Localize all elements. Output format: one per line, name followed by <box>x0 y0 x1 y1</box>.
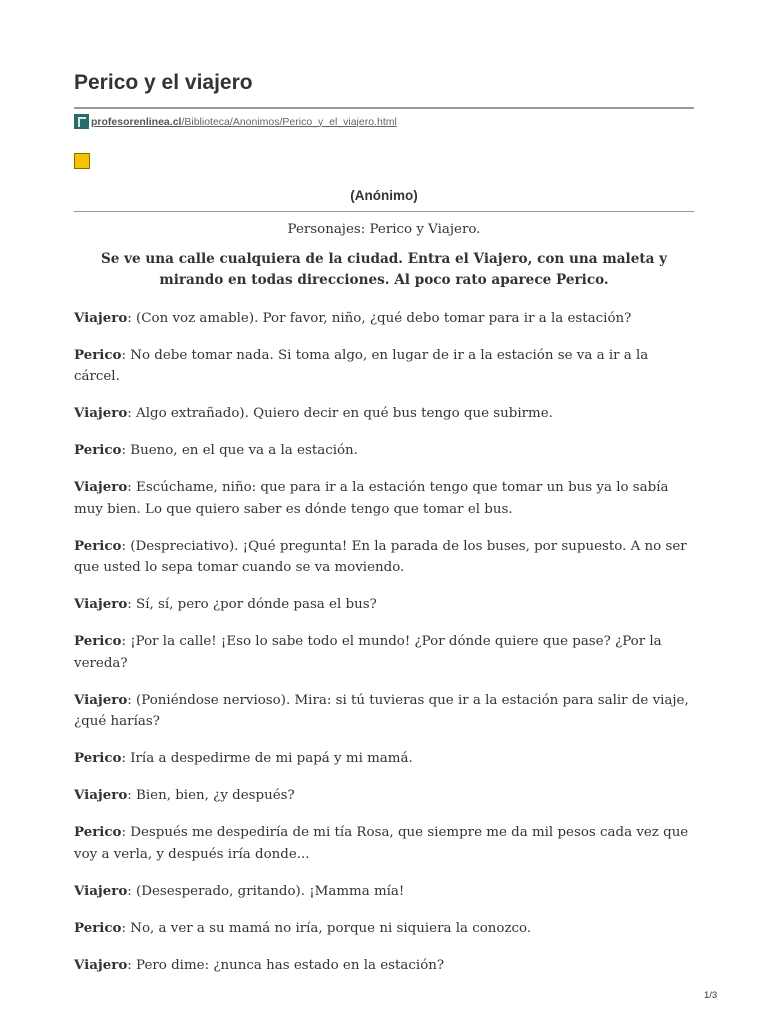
document-body <box>74 219 694 992</box>
speaker-name: Perico <box>74 919 122 936</box>
dialogue-line <box>74 822 694 865</box>
characters-line: Personajes: Perico y Viajero. <box>287 222 481 237</box>
dialogue-line <box>74 345 694 388</box>
site-favicon-icon <box>74 114 89 129</box>
yellow-square-icon <box>74 153 90 169</box>
source-domain[interactable]: profesorenlinea.cl <box>91 115 182 128</box>
dialogue-text: : Escúchame, niño: que para ir a la estación tengo que tomar un bus ya lo sabía muy bien. Lo que quiero saber es dónde tengo que tomar el bus. <box>74 480 669 517</box>
dialogue-text: : Iría a despedirme de mi papá y mi mamá. <box>121 751 413 766</box>
source-link[interactable] <box>74 114 397 129</box>
dialogue-line <box>74 308 694 330</box>
speaker-name: Viajero <box>74 691 128 708</box>
dialogue-line <box>74 536 694 579</box>
dialogue-line <box>74 881 694 903</box>
dialogue-line <box>74 631 694 674</box>
dialogue-text: : No debe tomar nada. Si toma algo, en lugar de ir a la estación se va a ir a la cárcel. <box>74 347 649 384</box>
speaker-name: Perico <box>74 750 122 766</box>
speaker-name: Perico <box>74 824 122 840</box>
speaker-name: Viajero <box>74 479 128 495</box>
dialogue-line <box>74 748 694 770</box>
dialogue-line <box>74 955 694 977</box>
dialogue-line <box>74 690 694 733</box>
author-divider <box>74 211 694 212</box>
dialogue-line <box>74 403 694 425</box>
dialogue-text: : ¡Por la calle! ¡Eso lo sabe todo el mundo! ¿Por dónde quiere que pase? ¿Por la vereda? <box>74 634 662 671</box>
dialogue-text: : (Despreciativo). ¡Qué pregunta! En la parada de los buses, por supuesto. A no ser que usted lo sepa tomar cuando se va moviendo. <box>74 538 687 575</box>
speaker-name: Viajero <box>74 405 128 421</box>
dialogue-text: : (Con voz amable). Por favor, niño, ¿qué debo tomar para ir a la estación? <box>127 310 632 326</box>
title-divider <box>74 107 694 109</box>
speaker-name: Viajero <box>74 309 128 326</box>
dialogue-text: : Bueno, en el que va a la estación. <box>121 443 358 458</box>
dialogue-text: : (Desesperado, gritando). ¡Mamma mía! <box>127 883 405 899</box>
speaker-name: Viajero <box>74 956 128 973</box>
speaker-name: Perico <box>74 442 122 458</box>
speaker-name: Viajero <box>74 596 128 612</box>
dialogue-line <box>74 477 694 520</box>
scene-description: Se ve una calle cualquiera de la ciudad. Entra el Viajero, con una maleta y mirando en todas direcciones. Al poco rato aparece Perico. <box>100 250 668 288</box>
dialogue-text: : Pero dime: ¿nunca has estado en la estación? <box>127 957 445 973</box>
dialogue-line <box>74 785 694 807</box>
dialogue-text: : Bien, bien, ¿y después? <box>127 788 295 803</box>
page-number: 1/3 <box>704 990 718 1001</box>
dialogue-text: : (Poniéndose nervioso). Mira: si tú tuvieras que ir a la estación para salir de viaje, ¿qué harías? <box>74 692 689 729</box>
dialogue-line <box>74 440 694 462</box>
dialogue-text: : Algo extrañado). Quiero decir en qué bus tengo que subirme. <box>127 406 553 421</box>
dialogue-text: : Después me despediría de mi tía Rosa, que siempre me da mil pesos cada vez que voy a verla, y después iría donde... <box>74 825 689 862</box>
speaker-name: Perico <box>74 633 122 649</box>
dialogue-list <box>74 308 694 977</box>
dialogue-text: : No, a ver a su mamá no iría, porque ni siquiera la conozco. <box>121 920 532 936</box>
speaker-name: Perico <box>74 537 122 554</box>
speaker-name: Perico <box>74 346 122 363</box>
source-path[interactable]: /Biblioteca/Anonimos/Perico_y_el_viajero.html <box>181 115 397 128</box>
dialogue-line <box>74 594 694 616</box>
page-title: Perico y el viajero <box>74 71 253 94</box>
dialogue-text: : Sí, sí, pero ¿por dónde pasa el bus? <box>127 597 377 612</box>
speaker-name: Viajero <box>74 787 128 803</box>
speaker-name: Viajero <box>74 882 128 899</box>
dialogue-line <box>74 918 694 940</box>
author-label: (Anónimo) <box>350 188 418 203</box>
